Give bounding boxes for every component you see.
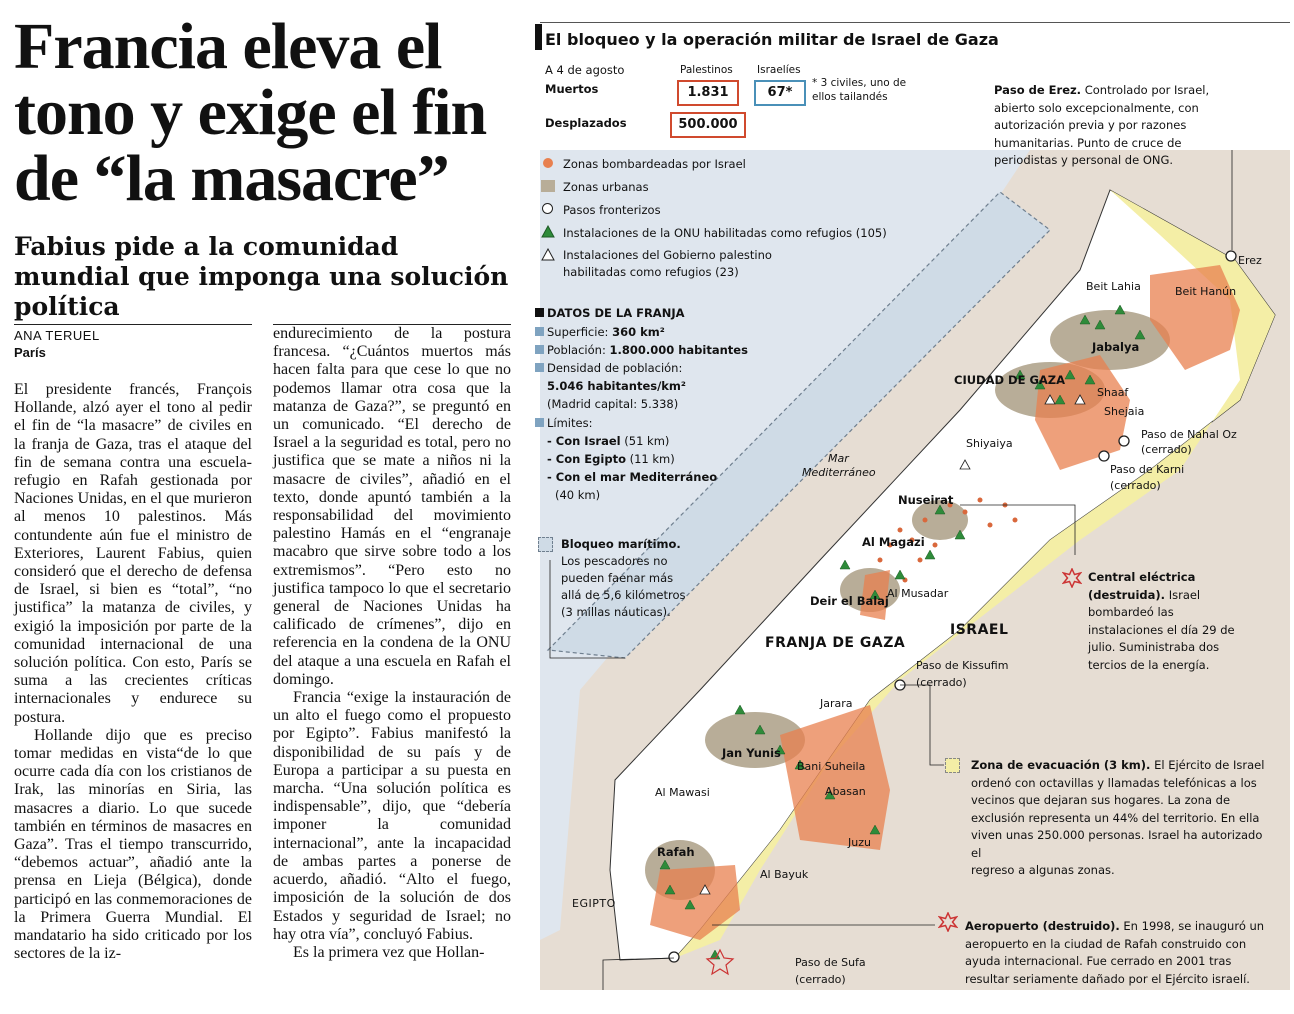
datos-densidad-label: Densidad de población: (547, 361, 683, 375)
airport-note-line: En 1998, se inauguró un (1119, 919, 1265, 933)
evac-note (971, 757, 1271, 880)
airport-note-line: ayuda internacional. Fue cerrado en 2001 tras (965, 954, 1232, 968)
headline: Francia eleva el tono y exige el fin de “la masacre” (14, 10, 487, 215)
power-plant-explosion-icon (1062, 568, 1082, 588)
place-karni: Paso de Karni (1110, 463, 1185, 476)
paragraph: endurecimiento de la postura francesa. “¿Cuántos muertos más hacen falta para que cese lo que no podemos llamar otra cosa que la matanza de Gaza?”, se preguntó en un comunicado. “El derecho de Israel a la seguridad es total, pero no justifica que se mate a niños ni la masacre de civiles”, añadió en el texto, donde apuntó también a la responsabilidad del movimiento palestino Hamás en el “engranaje macabro que sirve sobre todo a los extremismos”. “Pero esto no justifica tampoco lo que el secretario general de Naciones Unidas ha calificado de crímenes”, dijo en referencia en la condena de la ONU del ataque a una escuela en Rafah el domingo. (273, 325, 511, 688)
datos-limite-mar-value: (40 km) (555, 488, 601, 502)
place-kissufim-status: (cerrado) (916, 676, 967, 689)
place-mediterraneo: Mediterráneo (802, 466, 876, 479)
datos-bullet (535, 363, 544, 372)
muertos-palestinos: 1.831 (677, 80, 739, 106)
central-note-line: Israel (1165, 587, 1201, 602)
central-note-line: bombardeó las (1088, 605, 1174, 619)
erez-note-line: periodistas y personal de ONG. (994, 153, 1174, 167)
place-nahal-oz: Paso de Nahal Oz (1141, 428, 1237, 441)
evac-note-line: ordenó con octavillas y llamadas telefónicas a los (971, 775, 1257, 790)
footnote: * 3 civiles, uno de ellos tailandés (812, 77, 907, 103)
central-note-line: julio. Suministraba dos (1088, 640, 1220, 654)
legend-un-triangle-icon (541, 225, 555, 238)
place-beit-lahia: Beit Lahia (1086, 280, 1141, 293)
erez-note (994, 82, 1224, 170)
place-shiyaiya: Shiyaiya (966, 437, 1013, 450)
legend-urban-swatch (541, 180, 555, 192)
evac-note-line: vecinos que dejaran sus hogares. La zona de (971, 793, 1231, 807)
place-jabalya: Jabalya (1092, 340, 1140, 354)
place-al-musadar: Al Musadar (887, 587, 949, 600)
place-sufa: Paso de Sufa (795, 956, 866, 969)
place-jan-yunis: Jan Yunis (722, 746, 781, 760)
legend-gov-triangle-icon (541, 248, 555, 261)
place-shejaia: Shejaia (1104, 405, 1145, 418)
paragraph: Francia “exige la instauración de un alto el fuego como el propuesto por Egipto”. Fabius manifestó la disponibilidad de su país y de Europa a participar a su puesta en marcha. “Una solución política es indispensable”, dijo, que “debería imponer la comunidad internacional”, ante la incapacidad de ambas partes a ponerse de acuerdo, añadió. “Alto el fuego, imposición de la solución de dos Estados y seguridad de Israel; no hay otra vía”, concluyó Fabius. (273, 689, 511, 943)
bloqueo-note (561, 536, 701, 621)
place-erez: Erez (1238, 254, 1262, 267)
datos-bullet (535, 327, 544, 336)
bloqueo-swatch (538, 537, 553, 552)
subheadline: Fabius pide a la comunidad mundial que imponga una solución política (14, 232, 509, 321)
legend-bombed-swatch (543, 158, 553, 168)
place-kissufim: Paso de Kissufim (916, 659, 1009, 672)
column-header-israelies: Israelíes (757, 64, 801, 76)
central-note-line: instalaciones el día 29 de (1088, 622, 1235, 637)
limite-egipto-label: - Con Egipto (547, 452, 626, 466)
place-nahal-oz-status: (cerrado) (1141, 443, 1192, 456)
desplazados-palestinos: 500.000 (670, 112, 746, 138)
datos-limite-egipto (547, 452, 675, 466)
article-column-2 (273, 325, 511, 962)
legend-gov-shelters-2: habilitadas como refugios (23) (563, 265, 739, 279)
article-column-1 (14, 381, 252, 964)
erez-note-title: Paso de Erez. (994, 83, 1082, 97)
infographic-title: El bloqueo y la operación militar de Israel de Gaza (545, 30, 999, 49)
bloqueo-note-line: allá de 5,6 kilómetros (561, 588, 686, 602)
bloqueo-note-line: (3 millas náuticas). (561, 605, 671, 619)
datos-densidad: 5.046 habitantes/km² (547, 379, 686, 393)
erez-note-line: humanitarias. Punto de cruce de (994, 135, 1182, 150)
datos-title: DATOS DE LA FRANJA (547, 306, 685, 320)
limite-egipto-value: (11 km) (625, 452, 675, 466)
date-label: A 4 de agosto (545, 63, 625, 77)
datos-poblacion (547, 343, 748, 357)
place-deir-balaj: Deir el Balaj (810, 594, 889, 608)
place-ciudad-gaza: CIUDAD DE GAZA (954, 373, 1066, 387)
place-al-mawasi: Al Mawasi (655, 786, 710, 799)
datos-limite-israel (547, 434, 669, 448)
central-note-line: tercios de la energía. (1088, 657, 1210, 672)
byline-rule (14, 324, 252, 325)
infographic-title-marker (535, 24, 542, 50)
datos-limites: Límites: (547, 416, 593, 430)
paragraph: El presidente francés, François Hollande, alzó ayer el tono al pedir el fin de “la masacre” de civiles en la franja de Gaza, tras el ataque del fin de semana contra una escuela-refugio en Rafah gestionada por Naciones Unidas, en el que murieron al menos 10 palestinos. Más contundente aún fue el ministro de Exteriores, Laurent Fabius, quien consideró que el derecho de defensa de Israel, si bien es “total”, “no justifica” la matanza de civiles, y exigió la imposición por parte de la comunidad internacional de una solución política. Con esto, París se suma a las crecientes críticas internacionales y endurece su postura. (14, 381, 252, 726)
legend-crossings: Pasos fronterizos (563, 203, 661, 217)
legend-un-shelters: Instalaciones de la ONU habilitadas como refugios (105) (563, 226, 887, 240)
evac-note-line: exclusión representa un 44% del territorio. En ella (971, 810, 1260, 825)
place-mar: Mar (828, 452, 849, 465)
airport-note (965, 918, 1275, 988)
paragraph: Es la primera vez que Hollan- (293, 943, 485, 961)
erez-note-line: autorización previa y por razones (994, 118, 1187, 132)
dateline-place: París (14, 345, 46, 360)
central-note-title: Central eléctrica (1088, 570, 1196, 584)
poblacion-value: 1.800.000 habitantes (609, 343, 748, 357)
place-shaaf: Shaaf (1097, 386, 1129, 399)
superficie-label: Superficie: (547, 325, 613, 339)
place-juzu: Juzu (848, 836, 871, 849)
place-karni-status: (cerrado) (1110, 479, 1161, 492)
paragraph: Hollande dijo que es preciso tomar medidas en vista“de lo que ocurre cada día con los cristianos de Irak, las minorías en Siria, las masacres a diario. Lo que sucede también en términos de masacres en Gaza”. Tras el tiempo transcurrido, “debemos actuar”, añadió ante la prensa en Lieja (Bélgica), donde participó en las conmemoraciones de la Primera Guerra Mundial. El mandatario ha sido criticado por los sectores de la iz- (14, 726, 252, 963)
bloqueo-note-line: pueden faenar más (561, 571, 674, 585)
datos-madrid: (Madrid capital: 5.338) (547, 397, 679, 411)
airport-note-title: Aeropuerto (destruido). (965, 919, 1120, 933)
erez-note-line: abierto solo excepcionalmente, con (994, 100, 1199, 115)
superficie-value: 360 km² (612, 325, 665, 339)
place-nuseirat: Nuseirat (898, 493, 954, 507)
datos-bullet (535, 418, 544, 427)
datos-bullet (535, 345, 544, 354)
place-rafah: Rafah (657, 845, 695, 859)
legend-gov-shelters-1: Instalaciones del Gobierno palestino (563, 248, 772, 262)
label-israel: ISRAEL (950, 622, 1009, 638)
legend-urban: Zonas urbanas (563, 180, 649, 194)
author: ANA TERUEL (14, 328, 100, 343)
evac-swatch (945, 758, 960, 773)
airport-explosion-icon (938, 912, 958, 932)
datos-marker (535, 308, 544, 317)
legend-bombed: Zonas bombardeadas por Israel (563, 157, 746, 171)
row-label-muertos: Muertos (545, 82, 599, 96)
evac-note-line: regreso a algunas zonas. (971, 863, 1115, 877)
evac-note-title: Zona de evacuación (3 km). (971, 758, 1151, 772)
central-note-subtitle: (destruida). (1088, 587, 1166, 602)
place-bani-suheila: Bani Suheila (797, 760, 866, 773)
limite-israel-value: (51 km) (620, 434, 670, 448)
muertos-israelies: 67* (754, 80, 806, 106)
airport-note-line: aeropuerto en la ciudad de Rafah construido con (965, 936, 1247, 951)
place-jarara: Jarara (820, 697, 853, 710)
place-al-magazi: Al Magazi (862, 535, 925, 549)
poblacion-label: Población: (547, 343, 610, 357)
datos-superficie (547, 325, 665, 339)
central-note (1088, 569, 1248, 674)
airport-note-line: resultar seriamente dañado por el Ejército israelí. (965, 971, 1250, 986)
evac-note-line: El Ejército de Israel (1150, 758, 1265, 772)
evac-note-line: viven unas 250.000 personas. Israel ha autorizado el (971, 828, 1263, 860)
column-header-palestinos: Palestinos (680, 64, 733, 76)
datos-limite-mar: - Con el mar Mediterráneo (547, 470, 718, 484)
infographic-top-rule (540, 22, 1290, 23)
place-abasan: Abasan (825, 785, 866, 798)
label-franja-gaza: FRANJA DE GAZA (765, 635, 906, 651)
row-label-desplazados: Desplazados (545, 116, 627, 130)
bloqueo-note-line: Los pescadores no (561, 554, 668, 568)
limite-israel-label: - Con Israel (547, 434, 621, 448)
place-al-bayuk: Al Bayuk (760, 868, 809, 881)
place-beit-hanun: Beit Hanún (1175, 285, 1237, 298)
erez-note-line: Controlado por Israel, (1081, 83, 1210, 97)
bloqueo-note-title: Bloqueo marítimo. (561, 537, 681, 551)
legend-crossing-icon (542, 203, 553, 214)
place-sufa-status: (cerrado) (795, 973, 846, 986)
label-egipto: EGIPTO (572, 897, 616, 910)
